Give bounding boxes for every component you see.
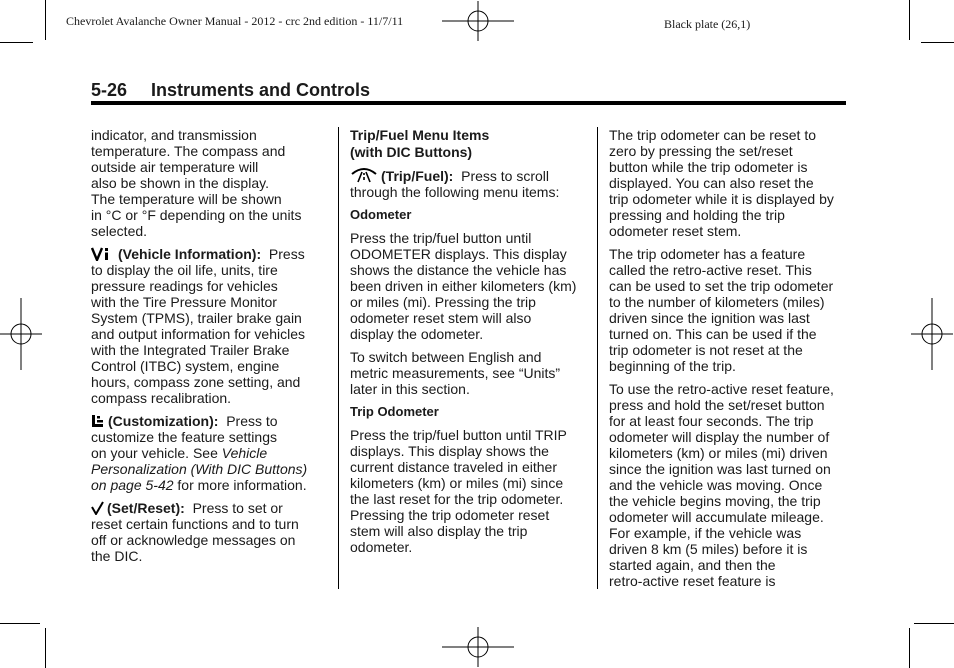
checkmark-icon bbox=[91, 501, 104, 515]
running-header: Chevrolet Avalanche Owner Manual - 2012 - crc 2nd edition - 11/7/11 bbox=[66, 14, 404, 28]
paragraph-customization: (Customization): Press to customize the feature settings on your vehicle. See Vehicle Personalization (With DIC Buttons) on page 5-42 for more information. bbox=[91, 413, 308, 493]
crop-mark bbox=[45, 628, 46, 668]
paragraph-set-reset: (Set/Reset): Press to set or reset certain functions and to turn off or acknowledge messages on the DIC. bbox=[91, 500, 299, 564]
paragraph: The trip odometer can be reset to zero by pressing the set/reset button while the trip odometer is displayed. You can also reset the trip odometer while it is displayed by pressing and holding the trip odometer reset stem. bbox=[609, 127, 834, 239]
column-3 bbox=[609, 127, 849, 596]
crop-mark bbox=[0, 42, 33, 43]
crop-mark bbox=[921, 42, 954, 43]
registration-mark-icon bbox=[442, 1, 514, 41]
section-title: Instruments and Controls bbox=[151, 80, 371, 100]
crop-mark bbox=[45, 0, 46, 40]
trip-fuel-icon bbox=[350, 167, 378, 183]
column-divider bbox=[597, 127, 598, 589]
registration-mark-icon bbox=[0, 298, 42, 370]
paragraph: indicator, and transmission temperature. The compass and outside air temperature will also be shown in the display. The temperature will be shown in °C or °F depending on the units selected. bbox=[91, 127, 302, 239]
registration-mark-icon bbox=[442, 627, 514, 667]
vehicle-information-icon bbox=[91, 247, 115, 261]
paragraph-vehicle-information: (Vehicle Information): Press to display the oil life, units, tire pressure readings for vehicles with the Tire Pressure Monitor System (TPMS), trailer brake gain and output information for vehicles with the Integrated Trailer Brake Control (ITBC) system, engine hours, compass zone setting, and compass recalibration. bbox=[91, 246, 306, 406]
paragraph: The trip odometer has a feature called the retro-active reset. This can be used to set the trip odometer to the number of kilometers (miles) driven since the ignition was last turned on. This can be used if the trip odometer is not reset at the beginning of the trip. bbox=[609, 246, 834, 374]
crop-mark bbox=[909, 628, 910, 668]
subheading-odometer: Odometer bbox=[350, 207, 412, 222]
menu-heading: Trip/Fuel Menu Items (with DIC Buttons) bbox=[350, 127, 490, 160]
paragraph: To use the retro-active reset feature, press and hold the set/reset button for at least four seconds. The trip odometer will display the number of kilometers (km) or miles (mi) driven since the ignition was last turned on and the vehicle was moving. Once the vehicle begins moving, the trip odometer will accumulate mileage. For example, if the vehicle was driven 8 km (5 miles) before it is started again, and then the retro-active reset feature is bbox=[609, 381, 834, 589]
paragraph: Press the trip/fuel button until TRIP displays. This display shows the current distance traveled in either kilometers (km) or miles (mi) since the last reset for the trip odometer. Pressing the trip odometer reset stem will also display the trip odometer. bbox=[350, 427, 567, 555]
paragraph: To switch between English and metric measurements, see “Units” later in this section. bbox=[350, 349, 561, 397]
crop-mark bbox=[914, 623, 954, 624]
crop-mark bbox=[909, 0, 910, 40]
registration-mark-icon bbox=[911, 298, 953, 370]
section-heading bbox=[91, 80, 370, 101]
subheading-trip-odometer: Trip Odometer bbox=[350, 404, 439, 419]
heading-rule bbox=[91, 101, 846, 105]
paragraph: Press the trip/fuel button until ODOMETER displays. This display shows the distance the vehicle has been driven in either kilometers (km) or miles (mi). Pressing the trip odometer reset stem will also display the odometer. bbox=[350, 230, 577, 342]
crop-mark bbox=[0, 623, 40, 624]
plate-label: Black plate (26,1) bbox=[664, 17, 751, 31]
column-divider bbox=[338, 127, 339, 589]
column-2 bbox=[350, 127, 595, 562]
column-1 bbox=[91, 127, 326, 571]
page-number: 5-26 bbox=[91, 80, 128, 100]
customization-icon bbox=[91, 414, 105, 428]
paragraph-trip-fuel: (Trip/Fuel): Press to scroll through the following menu items: bbox=[350, 168, 560, 200]
